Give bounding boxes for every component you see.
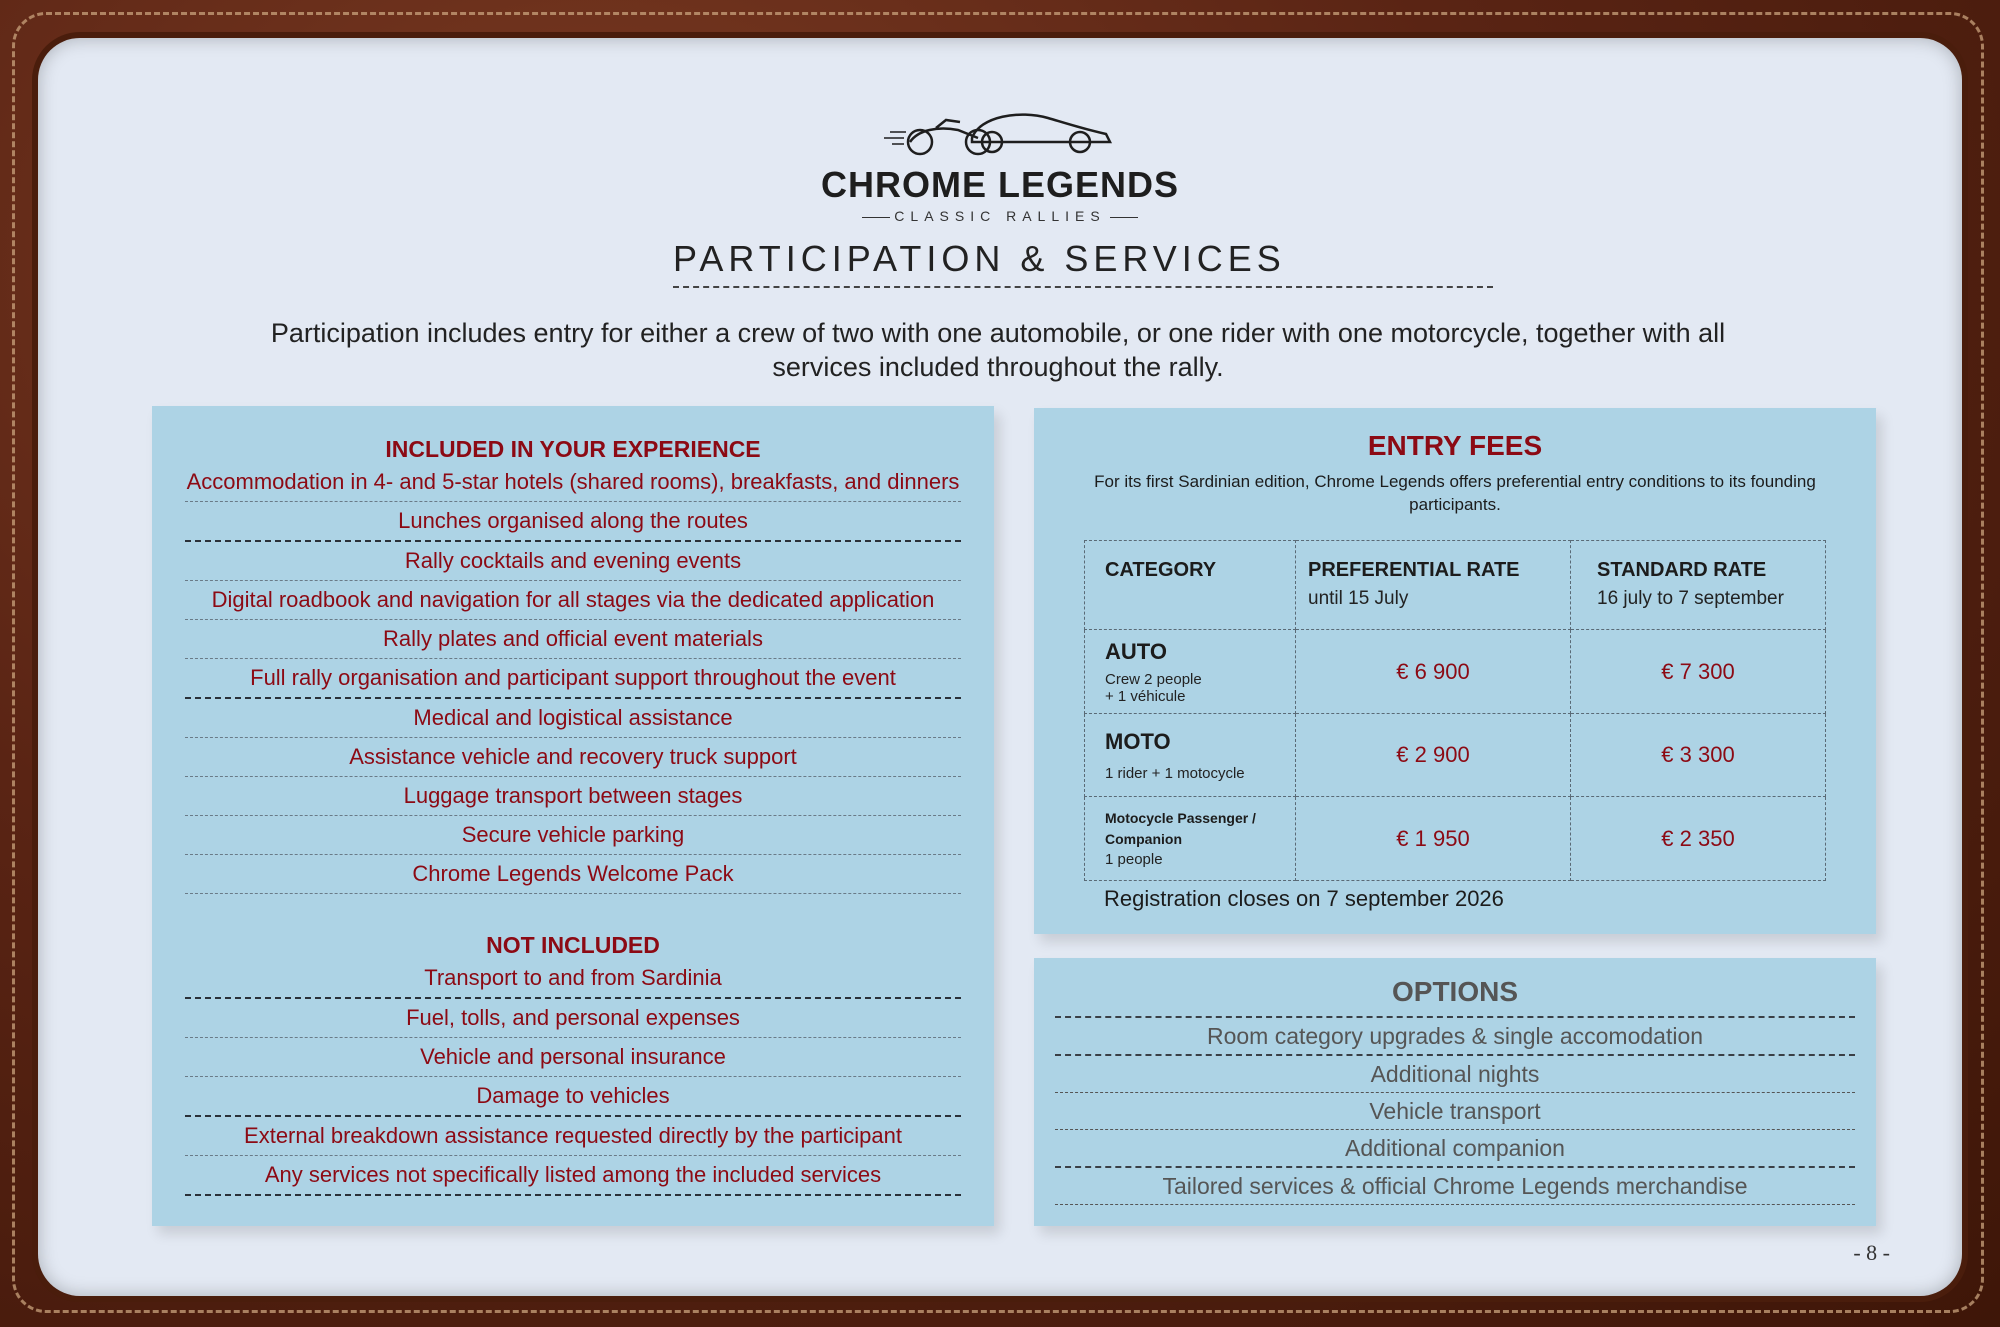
list-item: Assistance vehicle and recovery truck support (185, 738, 961, 777)
column-header-preferential (1296, 541, 1571, 630)
table-header-row (1085, 541, 1826, 630)
list-item: Digital roadbook and navigation for all stages via the dedicated application (185, 581, 961, 620)
table-row (1085, 797, 1826, 881)
list-item: Tailored services & official Chrome Legends merchandise (1055, 1166, 1855, 1205)
list-item: Luggage transport between stages (185, 777, 961, 816)
column-header-standard (1571, 541, 1826, 630)
page-number: - 8 - (1853, 1240, 1890, 1265)
fees-table (1084, 540, 1826, 881)
preferential-price: € 2 900 (1296, 714, 1571, 797)
included-list (152, 463, 994, 894)
list-item: Additional companion (1055, 1129, 1855, 1166)
list-item: Damage to vehicles (185, 1077, 961, 1117)
category-detail: Crew 2 people (1105, 670, 1202, 688)
list-item: Vehicle and personal insurance (185, 1038, 961, 1077)
entry-fees-note: For its first Sardinian edition, Chrome Legends offers preferential entry conditions to its founding participants. (1094, 472, 1816, 514)
category-detail: + 1 véhicule (1105, 687, 1186, 705)
category-name: MOTO (1105, 728, 1171, 754)
column-title: CATEGORY (1105, 559, 1217, 581)
category-detail: 1 people (1105, 850, 1163, 868)
included-heading: INCLUDED IN YOUR EXPERIENCE (385, 436, 761, 462)
list-item: Full rally organisation and participant support throughout the event (185, 659, 961, 699)
category-name: AUTO (1105, 638, 1167, 664)
list-item: Rally plates and official event materials (185, 620, 961, 659)
column-header-category (1085, 541, 1296, 630)
page (38, 38, 1962, 1296)
options-panel (1034, 958, 1876, 1226)
standard-price: € 7 300 (1571, 630, 1826, 714)
not-included-list (152, 959, 994, 1196)
category-name: Motocycle Passenger / Companion (1105, 809, 1256, 847)
list-item: Transport to and from Sardinia (185, 959, 961, 999)
registration-deadline: Registration closes on 7 september 2026 (1104, 886, 1504, 911)
brand-name: CHROME LEGENDS (820, 164, 1180, 205)
category-cell (1085, 797, 1296, 881)
preferential-price: € 1 950 (1296, 797, 1571, 881)
list-item: Lunches organised along the routes (185, 502, 961, 542)
list-item: External breakdown assistance requested directly by the participant (185, 1117, 961, 1156)
not-included-heading: NOT INCLUDED (486, 932, 660, 958)
car-motorcycle-icon (880, 98, 1120, 160)
intro-text: Participation includes entry for either a crew of two with one automobile, or one rider with one motorcycle, together with all services included throughout the rally. (270, 318, 1726, 382)
included-panel (152, 406, 994, 1226)
list-item: Room category upgrades & single accomodation (1055, 1016, 1855, 1054)
table-row (1085, 714, 1826, 797)
standard-price: € 3 300 (1571, 714, 1826, 797)
brand-tagline-row (38, 208, 1962, 224)
tagline-rule-left (862, 217, 890, 218)
logo (38, 98, 1962, 224)
table-row (1085, 630, 1826, 714)
column-subtitle: until 15 July (1308, 588, 1409, 609)
list-item: Additional nights (1055, 1054, 1855, 1092)
entry-fees-heading: ENTRY FEES (1367, 430, 1543, 461)
category-cell (1085, 714, 1296, 797)
standard-price: € 2 350 (1571, 797, 1826, 881)
entry-fees-panel (1034, 408, 1876, 934)
brand-tagline: CLASSIC RALLIES (894, 208, 1106, 224)
list-item: Medical and logistical assistance (185, 699, 961, 738)
options-heading: OPTIONS (1391, 976, 1518, 1007)
column-subtitle: 16 july to 7 september (1597, 588, 1784, 609)
category-detail: 1 rider + 1 motocycle (1105, 764, 1245, 782)
column-title: STANDARD RATE (1597, 559, 1767, 581)
list-item: Any services not specifically listed among the included services (185, 1156, 961, 1196)
list-item: Rally cocktails and evening events (185, 542, 961, 581)
list-item: Accommodation in 4- and 5-star hotels (shared rooms), breakfasts, and dinners (185, 463, 961, 502)
category-cell (1085, 630, 1296, 714)
column-title: PREFERENTIAL RATE (1308, 559, 1520, 581)
list-item: Vehicle transport (1055, 1092, 1855, 1129)
list-item: Secure vehicle parking (185, 816, 961, 855)
preferential-price: € 6 900 (1296, 630, 1571, 714)
list-item: Chrome Legends Welcome Pack (185, 855, 961, 894)
list-item: Fuel, tolls, and personal expenses (185, 999, 961, 1038)
tagline-rule-right (1110, 217, 1138, 218)
page-title: PARTICIPATION & SERVICES (673, 238, 1493, 288)
